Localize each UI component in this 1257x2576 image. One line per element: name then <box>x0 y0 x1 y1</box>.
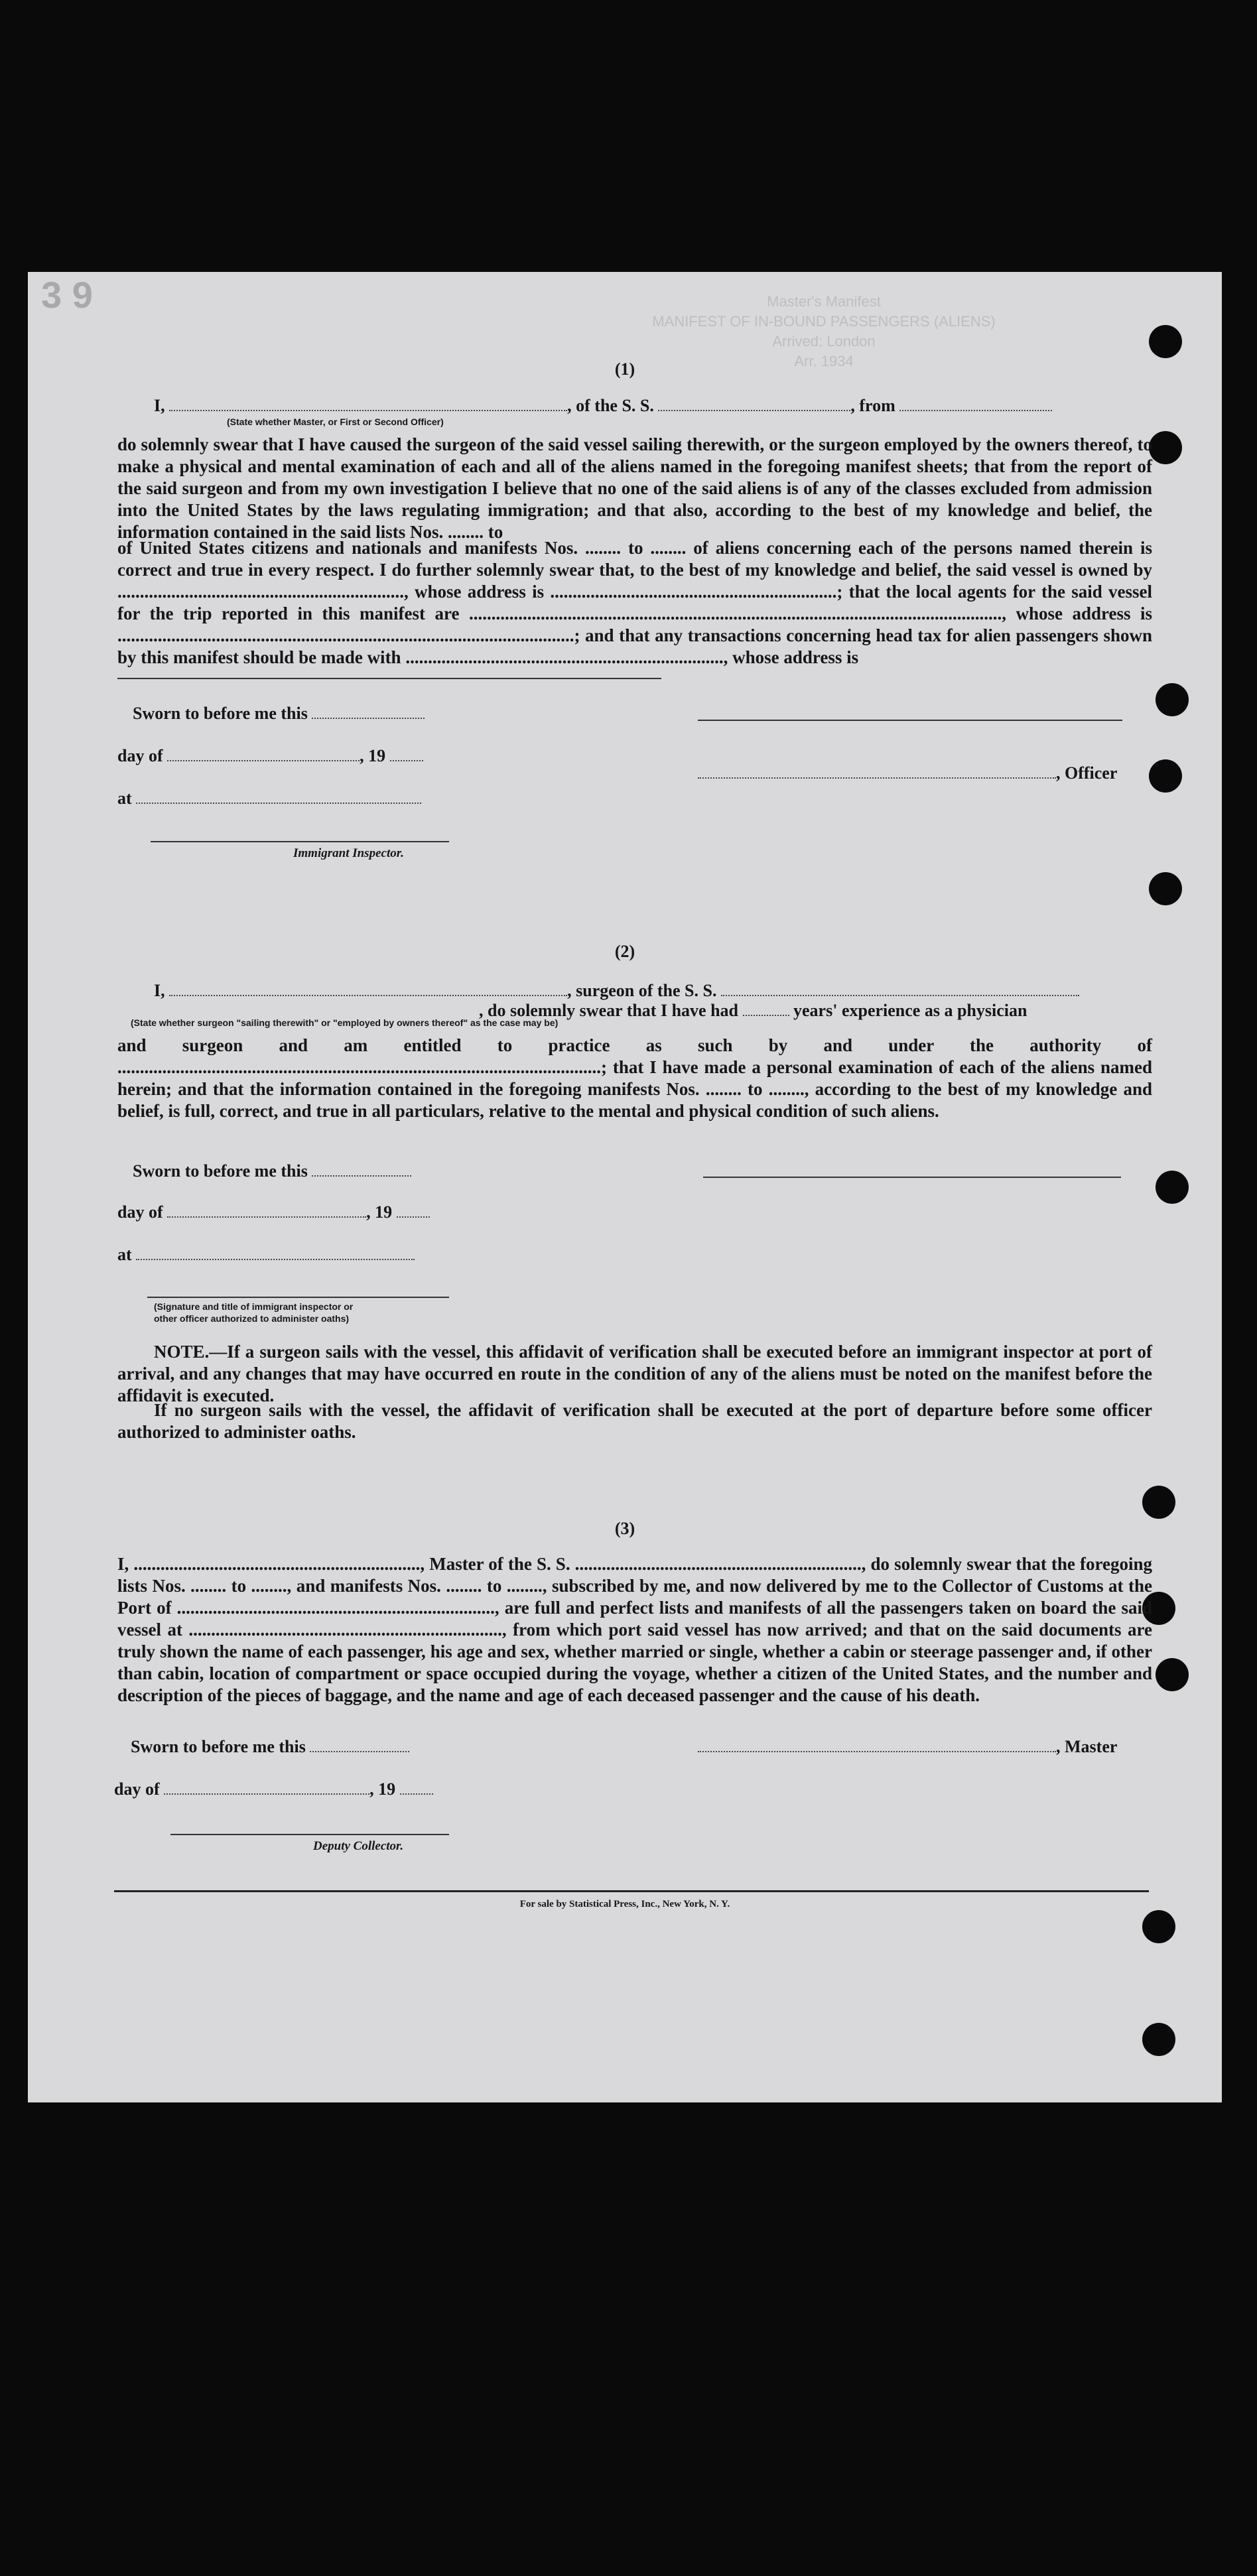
section-1-number: (1) <box>614 359 635 379</box>
place-blank[interactable] <box>136 1244 415 1260</box>
collector-signature-line[interactable] <box>170 1834 449 1835</box>
master-signature-line: , Master <box>698 1736 1117 1757</box>
section-2-paragraph: and surgeon and am entitled to practice as such by and under the authority of ............................................................................................................; that I have made a personal examination of each of the aliens named herein; and that the information contained in the foregoing manifests Nos. ........ to ........, according to the best of my knowledge and belief, is full, correct, and true in all particulars, relative to the mental and physical condition of such aliens. <box>117 1035 1152 1121</box>
day-blank[interactable] <box>167 1202 366 1218</box>
section-1-paragraph-a: do solemnly swear that I have caused the surgeon of the said vessel sailing therewith, or the surgeon employed by the owners thereof, to make a physical and mental examination of each and all of the aliens named in the foregoing manifest sheets; that from the report of the said surgeon and from my own investigation I believe that no one of the said aliens is of any of the classes excluded from admission into the United States by the laws regulating immigration; and that also, according to the best of my knowledge and belief, the information contained in the said lists Nos. ........ to <box>117 434 1152 542</box>
signature-caption-line-2: other officer authorized to administer oaths) <box>154 1313 350 1324</box>
section-2-number: (2) <box>614 942 635 961</box>
section-1-paragraph-b: of United States citizens and nationals and manifests Nos. ........ to ........ of aliens concerning each of the persons named therein is correct and true in every respect. I do further solemnly swear that, to the best of my knowledge and belief, the said vessel is owned by ................................................................, whose address is ................................................................; that the local agents for the said vessel for the trip reported in this manifest are ......................................................................................................................., whose address is ......................................................................................................; and that any transactions concerning head tax for alien passengers shown by this manifest should be made with ......................................................................., whose address is <box>117 538 1152 667</box>
declarant-name-blank[interactable] <box>169 395 567 411</box>
note-paragraph-2: If no surgeon sails with the vessel, the affidavit of verification shall be executed at the port of departure before some officer authorized to administer oaths. <box>117 1400 1152 1442</box>
day-blank[interactable] <box>164 1779 369 1795</box>
punch-hole <box>1149 431 1182 464</box>
section-2-surgeon-line: I, , surgeon of the S. S. <box>154 980 1079 1001</box>
day-blank[interactable] <box>167 745 360 761</box>
footer-rule <box>114 1890 1149 1892</box>
inspector-signature-line[interactable] <box>151 841 449 842</box>
section-1-sworn-line: Sworn to before me this <box>133 703 425 724</box>
inspector-signature-line[interactable] <box>147 1297 449 1298</box>
year-blank[interactable] <box>390 745 423 761</box>
year-blank[interactable] <box>397 1202 430 1218</box>
section-1-declarant-line: I, , of the S. S. , from <box>154 395 1052 416</box>
surgeon-caption: (State whether surgeon "sailing therewith" or "employed by owners thereof" as the case may be) <box>131 1017 559 1028</box>
section-1-at-line: at <box>117 788 421 808</box>
section-2-at-line: at <box>117 1244 415 1265</box>
section-3-day-line: day of , 19 <box>114 1779 433 1799</box>
vessel-name-blank[interactable] <box>658 395 850 411</box>
officer-signature-line[interactable] <box>698 720 1122 721</box>
section-2-day-line: day of , 19 <box>117 1202 430 1222</box>
section-2-sworn-line: Sworn to before me this <box>133 1161 411 1181</box>
punch-hole <box>1156 1171 1189 1204</box>
punch-hole <box>1156 1658 1189 1691</box>
printer-imprint: For sale by Statistical Press, Inc., New York, N. Y. <box>519 1899 730 1909</box>
paragraph-end-rule <box>117 678 661 679</box>
years-blank[interactable] <box>743 1000 789 1016</box>
inspector-caption: Immigrant Inspector. <box>293 846 404 860</box>
punch-hole <box>1156 683 1189 716</box>
master-name-blank[interactable] <box>698 1736 1056 1752</box>
punch-hole <box>1142 1910 1175 1943</box>
section-3-number: (3) <box>614 1519 635 1538</box>
punch-hole <box>1149 872 1182 905</box>
departure-port-blank[interactable] <box>899 395 1052 411</box>
section-3-paragraph: I, ................................................................, Master of the S. S. ................................................................, do solemnly swear that the foregoing lists Nos. ........ to ........, and manifests Nos. ........ to ........, subscribed by me, and now delivered by me to the Collector of Customs at the Port of ......................................................................., are full and perfect lists and manifests of all the passengers taken on board the said vessel at ......................................................................, from which port said vessel has now arrived; and that on the said documents are truly shown the name of each passenger, his age and sex, whether married or single, whether a cabin or steerage passenger and, if other than cabin, location of compartment or space occupied during the voyage, whether a citizen of the United States, and the number and description of the pieces of baggage, and the name and age of each deceased passenger and the cause of his death. <box>117 1554 1152 1705</box>
note-paragraph-1: NOTE.—If a surgeon sails with the vessel, this affidavit of verification shall be executed before an immigrant inspector at port of arrival, and any changes that may have occurred en route in the condition of any of the aliens must be noted on the manifest before the affidavit is executed. <box>117 1342 1152 1405</box>
section-2-experience-line: , do solemnly swear that I have had years' experience as a physician <box>479 1001 1027 1020</box>
sworn-date-blank[interactable] <box>312 1161 411 1177</box>
form-page <box>28 272 1222 2102</box>
year-blank[interactable] <box>400 1779 433 1795</box>
page-number-stamp: 3 9 <box>41 274 93 316</box>
punch-hole <box>1142 2023 1175 2056</box>
collector-caption: Deputy Collector. <box>313 1839 404 1853</box>
signature-caption-line-1: (Signature and title of immigrant inspector or <box>154 1301 354 1312</box>
punch-hole <box>1149 325 1182 358</box>
place-blank[interactable] <box>136 788 421 804</box>
section-1-day-line: day of , 19 <box>117 745 423 766</box>
faded-header: Master's Manifest MANIFEST OF IN-BOUND PASSENGERS (ALIENS) Arrived: London Arr. 1934 <box>652 293 996 369</box>
surgeon-signature-line[interactable] <box>703 1177 1121 1178</box>
punch-hole <box>1149 759 1182 793</box>
section-3-sworn-line: Sworn to before me this <box>131 1736 409 1757</box>
declarant-caption: (State whether Master, or First or Second Officer) <box>227 417 444 427</box>
officer-name-blank[interactable] <box>698 763 1056 779</box>
sworn-date-blank[interactable] <box>310 1736 409 1752</box>
sworn-date-blank[interactable] <box>312 703 425 719</box>
punch-hole <box>1142 1486 1175 1519</box>
surgeon-name-blank[interactable] <box>169 980 567 996</box>
surgeon-vessel-blank[interactable] <box>721 980 1079 996</box>
officer-title-line: , Officer <box>698 763 1117 783</box>
